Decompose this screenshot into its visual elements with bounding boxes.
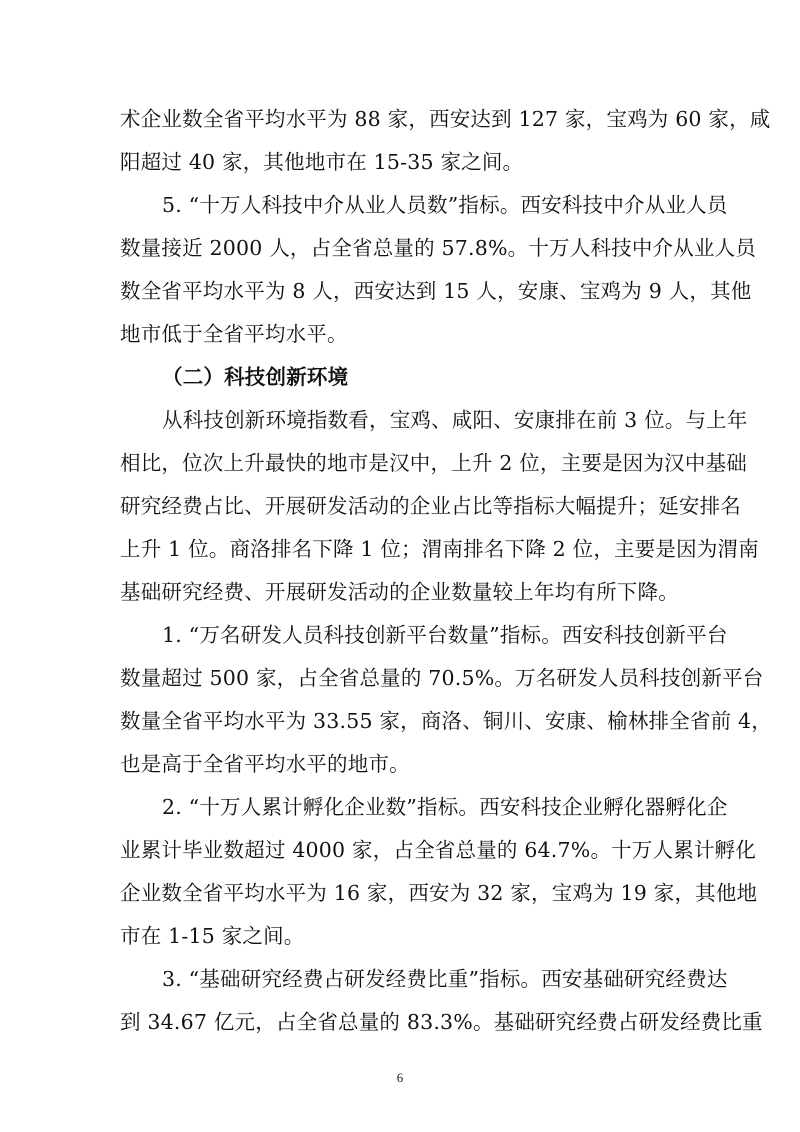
text-line: 阳超过 40 家，其他地市在 15-35 家之间。 — [120, 150, 524, 174]
paragraph-start: 5. “十万人科技中介从业人员数”指标。西安科技中介从业人员 — [162, 193, 728, 217]
text-line: 市在 1-15 家之间。 — [120, 924, 305, 948]
text-line: 数全省平均水平为 8 人，西安达到 15 人，安康、宝鸡为 9 人，其他 — [120, 279, 752, 303]
page-number: 6 — [396, 1070, 404, 1085]
text-line: 术企业数全省平均水平为 88 家，西安达到 127 家，宝鸡为 60 家，咸 — [120, 107, 771, 131]
paragraph-start: 3. “基础研究经费占研发经费比重”指标。西安基础研究经费达 — [162, 967, 728, 991]
section-heading: （二）科技创新环境 — [162, 365, 349, 389]
text-line: 业累计毕业数超过 4000 家，占全省总量的 64.7%。十万人累计孵化 — [120, 838, 757, 862]
text-line: 数量超过 500 家，占全省总量的 70.5%。万名研发人员科技创新平台 — [120, 666, 764, 690]
text-line: 基础研究经费、开展研发活动的企业数量较上年均有所下降。 — [120, 580, 679, 604]
text-line: 相比，位次上升最快的地市是汉中，上升 2 位，主要是因为汉中基础 — [120, 451, 747, 475]
paragraph-start: 1. “万名研发人员科技创新平台数量”指标。西安科技创新平台 — [162, 623, 728, 647]
text-line: 研究经费占比、开展研发活动的企业占比等指标大幅提升；延安排名 — [120, 494, 741, 518]
text-line: 企业数全省平均水平为 16 家，西安为 32 家，宝鸡为 19 家，其他地 — [120, 881, 758, 905]
text-line: 地市低于全省平均水平。 — [120, 322, 348, 346]
text-line: 到 34.67 亿元，占全省总量的 83.3%。基础研究经费占研发经费比重 — [120, 1010, 763, 1034]
text-line: 数量全省平均水平为 33.55 家，商洛、铜川、安康、榆林排全省前 4， — [120, 709, 772, 733]
document-body — [120, 98, 772, 1044]
text-line: 数量接近 2000 人，占全省总量的 57.8%。十万人科技中介从业人员 — [120, 236, 757, 260]
paragraph-start: 2. “十万人累计孵化企业数”指标。西安科技企业孵化器孵化企 — [162, 795, 728, 819]
text-line: 也是高于全省平均水平的地市。 — [120, 752, 410, 776]
text-line: 上升 1 位。商洛排名下降 1 位；渭南排名下降 2 位，主要是因为渭南 — [120, 537, 759, 561]
paragraph-start: 从科技创新环境指数看，宝鸡、咸阳、安康排在前 3 位。与上年 — [162, 408, 748, 432]
